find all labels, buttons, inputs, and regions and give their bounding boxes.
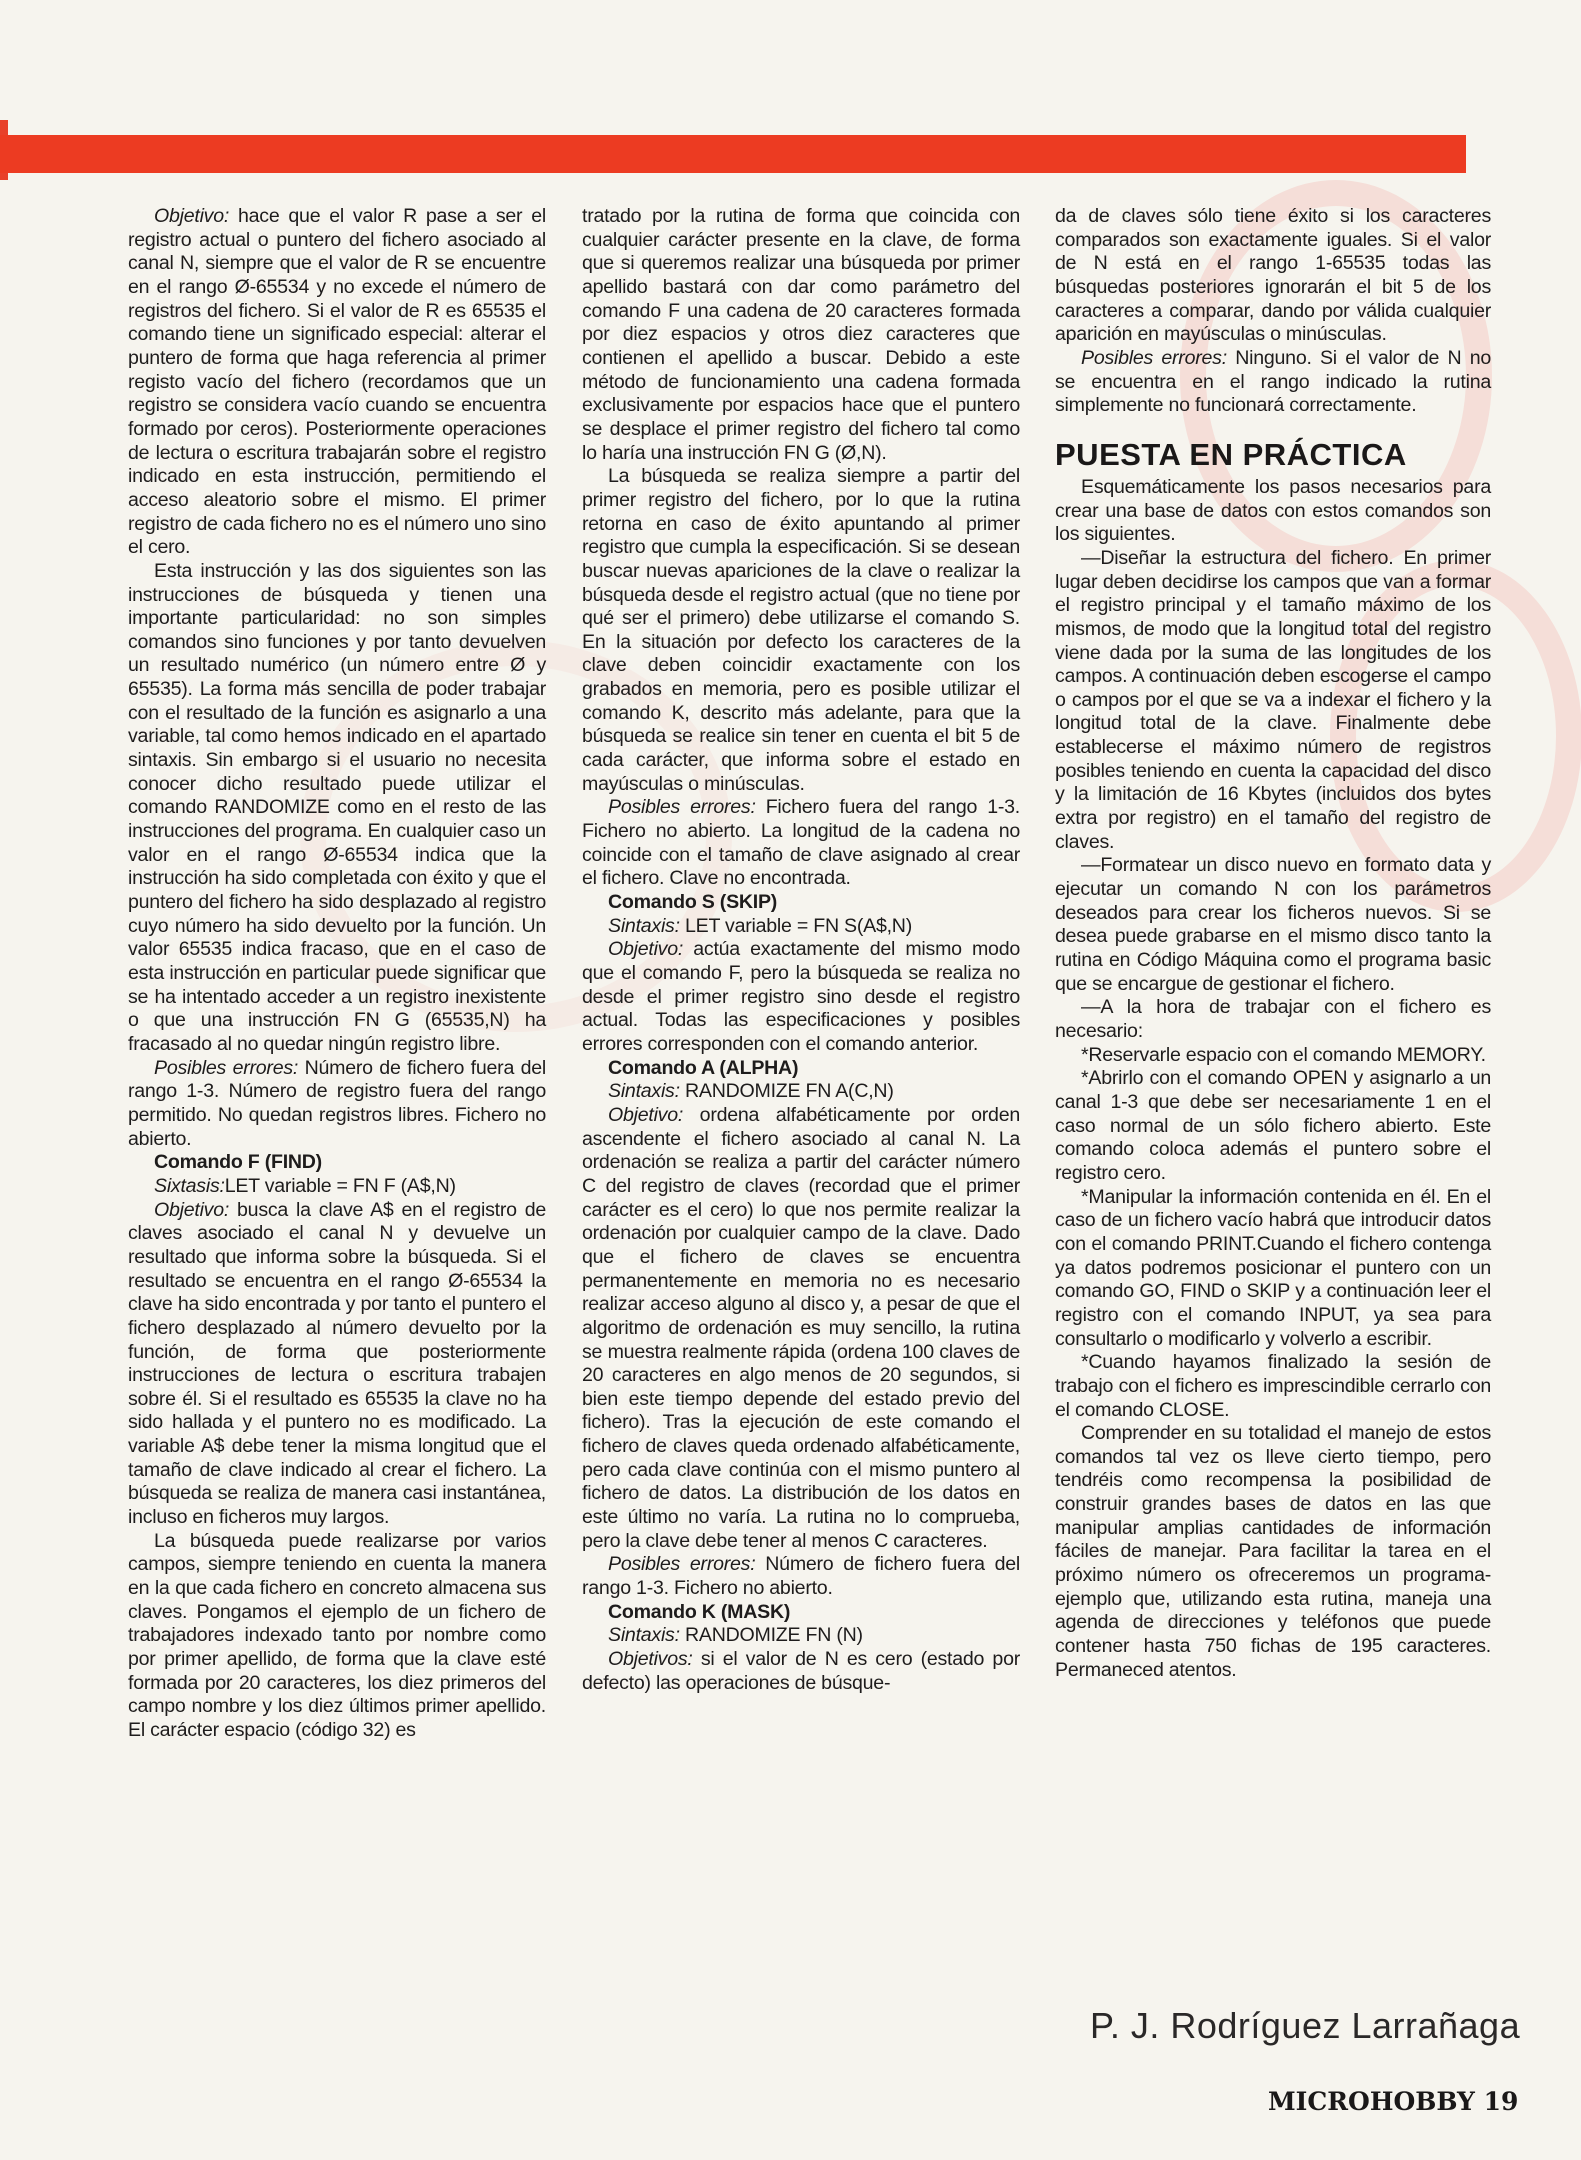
- paragraph-text: busca la clave A$ en el registro de claves asociado el canal N y devuelve un resultado que informa sobre la búsqueda. Si el resultado se encuentra en el rango Ø-65534 la clave ha sido encontrada y por tanto el puntero el fichero desplazado al número devuelto por la función, de forma que posteriormente instrucciones de lectura o escritura trabajen sobre él. Si el resultado es 65535 la clave no ha sido hallada y el puntero no es modificado. La variable A$ debe tener la misma longitud que el tamaño de clave indicado al crear el fichero. La búsqueda se realiza de manera casi instantánea, incluso en ficheros muy largos.: [128, 1198, 546, 1529]
- paragraph: [128, 1530, 546, 1743]
- paragraph-text: *Cuando hayamos finalizado la sesión de trabajo con el fichero es imprescindible cerrarlo con el comando CLOSE.: [1055, 1351, 1491, 1421]
- paragraph: [1055, 205, 1491, 347]
- paragraph-lead-label: Objetivo:: [154, 205, 230, 227]
- command-heading: Comando K (MASK): [608, 1600, 791, 1623]
- paragraph-lead-label: Objetivo:: [154, 1198, 230, 1221]
- paragraph-text: *Manipular la información contenida en él. En el caso de un fichero vacío habrá que introducir datos con el comando PRINT.Cuando el fichero contenga ya datos podremos posicionar el puntero con un comando GO, FIND o SKIP y a continuación leer el registro con el comando INPUT, ya sea para consultarlo o modificarlo y volverlo a escribir.: [1055, 1185, 1491, 1350]
- paragraph: [582, 205, 1020, 465]
- paragraph: [128, 1175, 546, 1199]
- paragraph-text: Esta instrucción y las dos siguientes son las instrucciones de búsqueda y tienen una importante particularidad: no son simples comandos sino funciones y por tanto devuelven un resultado numérico (un número entre Ø y 65535). La forma más sencilla de poder trabajar con el resultado de la función es asignarlo a una variable, tal como hemos indicado en el apartado sintaxis. Sin embargo si el usuario no necesita conocer dicho resultado puede utilizar el comando RANDOMIZE como en el resto de las instrucciones del programa. En cualquier caso un valor en el rango Ø-65534 indica que la instrucción ha sido completada con éxito y que el puntero del fichero ha sido desplazado al registro cuyo número ha sido devuelto por la función. Un valor 65535 indica fracaso, que en el caso de esta instrucción en particular puede significar que se ha intentado acceder a un registro inexistente o que una instrucción FN G (65535,N) ha fracasado al no quedar ningún registro libre.: [128, 559, 546, 1055]
- paragraph: [128, 1199, 546, 1530]
- paragraph-text: *Abrirlo con el comando OPEN y asignarlo a un canal 1-3 que debe ser necesariamente 1 en el caso normal de un sólo fichero abierto. Este comando coloca además el puntero sobre el registro cero.: [1055, 1067, 1491, 1184]
- paragraph-text: Número de fichero fuera del rango 1-3. Fichero no abierto.: [582, 1553, 1020, 1600]
- paragraph-lead-label: Posibles errores:: [1081, 346, 1227, 369]
- paragraph: [1055, 347, 1491, 418]
- paragraph: [582, 796, 1020, 891]
- paragraph: [1055, 996, 1491, 1043]
- paragraph: [1055, 1044, 1491, 1068]
- paragraph-text: LET variable = FN S(A$,N): [679, 914, 912, 937]
- paragraph-text: da de claves sólo tiene éxito si los caracteres comparados son exactamente iguales. Si el valor de N está en el rango 1-65535 todas las búsquedas posteriores ignorarán el bit 5 de los caracteres a comparar, dando por válida cualquier aparición en mayúsculas o minúsculas.: [1055, 205, 1491, 346]
- paragraph-text: ordena alfabéticamente por orden ascendente el fichero asociado al canal N. La ordenación se realiza a partir del carácter número C del registro de claves (recordad que el primer carácter es el cero) lo que nos permite realizar la ordenación por cualquier campo de la clave. Dado que el fichero de claves se encuentra permanentemente en memoria no es necesario realizar acceso alguno al disco y, a pesar de que el algoritmo de ordenación es muy sencillo, la rutina se muestra realmente rápida (ordena 100 claves de 20 caracteres en algo menos de 20 segundos, si bien este tiempo depende del estado previo del fichero). Tras la ejecución de este comando el fichero de claves queda ordenado alfabéticamente, pero cada clave continúa con el mismo puntero al fichero de datos. La distribución de los datos en este último no varía. La rutina no lo comprueba, pero la clave debe tener al menos C caracteres.: [582, 1103, 1020, 1552]
- column-3: [1055, 205, 1491, 1682]
- page-footer: MICROHOBBY 19: [1268, 2087, 1519, 2116]
- paragraph: [582, 1104, 1020, 1553]
- column-2: [582, 205, 1020, 1695]
- paragraph-lead-label: Objetivo:: [608, 1103, 684, 1126]
- paragraph-text: RANDOMIZE FN A(C,N): [679, 1080, 894, 1103]
- paragraph-lead-label: Sixtasis:: [154, 1174, 225, 1197]
- paragraph: [1055, 1422, 1491, 1682]
- paragraph: [1055, 476, 1491, 547]
- paragraph-text: —A la hora de trabajar con el fichero es necesario:: [1055, 996, 1491, 1042]
- paragraph-text: si el valor de N es cero (estado por defecto) las operaciones de búsque-: [582, 1648, 1020, 1694]
- author-signature: P. J. Rodríguez Larrañaga: [1090, 2005, 1521, 2046]
- paragraph: [128, 560, 546, 1057]
- paragraph: [582, 1080, 1020, 1104]
- paragraph: [128, 1057, 546, 1152]
- command-heading: Comando S (SKIP): [608, 891, 778, 914]
- paragraph: [582, 1648, 1020, 1695]
- paragraph-text: *Reservarle espacio con el comando MEMORY.: [1081, 1043, 1486, 1066]
- paragraph-lead-label: Posibles errores:: [154, 1056, 299, 1079]
- header-banner: [0, 135, 1466, 173]
- paragraph-text: RANDOMIZE FN (N): [679, 1624, 863, 1647]
- paragraph-text: —Diseñar la estructura del fichero. En primer lugar deben decidirse los campos que van a formar el registro principal y el tamaño máximo de los mismos, de modo que la longitud total del registro viene dada por la suma de las longitudes de los campos. A continuación deben escogerse el campo o campos por el que se va a indexar el fichero y la longitud total de la clave. Finalmente debe establecerse el máximo número de registros posibles teniendo en cuenta la capacidad del disco y la limitación de 16 Kbytes (incluidos dos bytes extra por registro) en el tamaño del registro de claves.: [1055, 546, 1491, 853]
- paragraph-text: hace que el valor R pase a ser el registro actual o puntero del fichero asociado al canal N, siempre que el valor de R se encuentre en el rango Ø-65534 y no excede el número de registros del fichero. Si el valor de R es 65535 el comando tiene un significado especial: alterar el puntero de forma que haga referencia al primer registo vacío del fichero (recordamos que un registro se considera vacío cuando se encuentra formado por ceros). Posteriormente operaciones de lectura o escritura trabajarán sobre el registro indicado en esta instrucción, permitiendo el acceso aleatorio sobre el mismo. El primer registro de cada fichero no es el número uno sino el cero.: [128, 205, 546, 559]
- paragraph-lead-label: Sintaxis:: [608, 1080, 680, 1103]
- paragraph-text: Esquemáticamente los pasos necesarios para crear una base de datos con estos comandos son los siguientes.: [1055, 475, 1491, 546]
- paragraph-lead-label: Sintaxis:: [608, 1624, 680, 1647]
- paragraph: [582, 465, 1020, 796]
- paragraph-lead-label: Posibles errores:: [608, 796, 756, 819]
- paragraph-lead-label: Objetivos:: [608, 1648, 693, 1671]
- paragraph-text: actúa exactamente del mismo modo que el comando F, pero la búsqueda se realiza no desde el primer registro sino desde el registro actual. Todas las especificaciones y posibles errores corresponden con el comando anterior.: [582, 938, 1020, 1055]
- paragraph-text: Ninguno. Si el valor de N no se encuentra en el rango indicado la rutina simplemente no funcionará correctamente.: [1055, 346, 1492, 417]
- paragraph: [1055, 854, 1491, 996]
- paragraph-lead-label: Objetivo:: [608, 938, 684, 961]
- paragraph-text: Comprender en su totalidad el manejo de estos comandos tal vez os lleve cierto tiempo, pero tendréis como recompensa la posibilidad de construir grandes bases de datos en las que manipular amplias cantidades de información fáciles de manejar. Para facilitar la tarea en el próximo número os ofreceremos un programa-ejemplo que, utilizando esta rutina, maneja una agenda de direcciones y teléfonos que puede contener hasta 750 fichas de 195 caracteres. Permaneced atentos.: [1055, 1422, 1491, 1681]
- paragraph-text: tratado por la rutina de forma que coincida con cualquier carácter presente en la clave, de forma que si queremos realizar una búsqueda por primer apellido bastará con dar como parámetro del comando F una cadena de 20 caracteres formada por diez espacios y otros diez caracteres que contienen el apellido a buscar. Debido a este método de funcionamiento una cadena formada exclusivamente por espacios hace que el puntero se desplace el primer registro del fichero tal como lo haría una instrucción FN G (Ø,N).: [582, 205, 1020, 464]
- column-1: [128, 205, 546, 1743]
- paragraph: [128, 205, 546, 560]
- paragraph-text: La búsqueda se realiza siempre a partir del primer registro del fichero, por lo que la rutina retorna en caso de éxito apuntando al primer registro que cumpla la especificación. Si se desean buscar nuevas apariciones de la clave o realizar la búsqueda desde el registro actual (que no tiene por qué ser el primero) debe utilizarse el comando S. En la situación por defecto los caracteres de la clave deben coincidir exactamente con los grabados en memoria, pero es posible utilizar el comando K, descrito más adelante, para que la búsqueda se realice sin tener en cuenta el bit 5 de cada carácter, que informa sobre el estado en mayúsculas o minúsculas.: [582, 465, 1020, 795]
- section-title: PUESTA EN PRÁCTICA: [1055, 436, 1407, 472]
- command-heading: Comando F (FIND): [154, 1151, 322, 1174]
- paragraph: [582, 938, 1020, 1056]
- paragraph-text: Fichero fuera del rango 1-3. Fichero no abierto. La longitud de la cadena no coincide con el tamaño de clave asignado al crear el fichero. Clave no encontrada.: [582, 796, 1020, 890]
- paragraph: [582, 1553, 1020, 1600]
- paragraph-text: La búsqueda puede realizarse por varios campos, siempre teniendo en cuenta la manera en la que cada fichero en concreto almacena sus claves. Pongamos el ejemplo de un fichero de trabajadores indexado tanto por nombre como por primer apellido, de forma que la clave esté formada por 20 caracteres, los diez primeros del campo nombre y los diez últimos primer apellido. El carácter espacio (código 32) es: [128, 1529, 546, 1741]
- paragraph-text: —Formatear un disco nuevo en formato data y ejecutar un comando N con los parámetros deseados para crear los ficheros nuevos. Si se desea puede grabarse en el mismo disco tanto la rutina en Código Máquina como el programa basic que se encargue de gestionar el fichero.: [1055, 854, 1491, 995]
- paragraph-text: Número de fichero fuera del rango 1-3. Número de registro fuera del rango permitido. No quedan registros libres. Fichero no abierto.: [128, 1056, 547, 1150]
- paragraph-lead-label: Posibles errores:: [608, 1553, 756, 1576]
- paragraph: [1055, 1351, 1491, 1422]
- paragraph: [1055, 547, 1491, 855]
- paragraph: [582, 1624, 1020, 1648]
- paragraph-text: LET variable = FN F (A$,N): [224, 1174, 456, 1197]
- paragraph: [582, 915, 1020, 939]
- paragraph: [1055, 1067, 1491, 1185]
- page-edge-mark: [0, 120, 8, 2140]
- command-heading: Comando A (ALPHA): [608, 1056, 799, 1079]
- paragraph: [1055, 1186, 1491, 1352]
- paragraph-lead-label: Sintaxis:: [608, 914, 680, 937]
